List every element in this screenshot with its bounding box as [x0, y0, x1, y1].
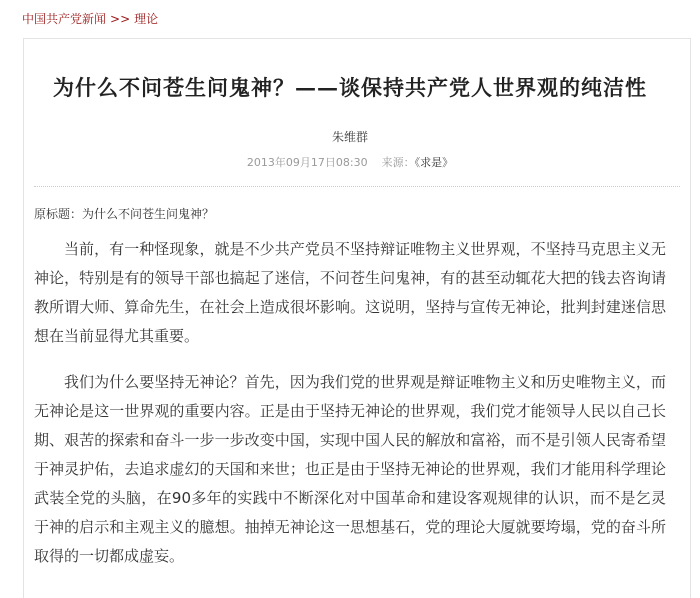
article-author: 朱维群 — [331, 130, 368, 144]
article-title: 为什么不问苍生问鬼神？——谈保持共产党人世界观的纯洁性 — [53, 75, 647, 100]
article-meta — [0, 154, 700, 170]
breadcrumb-section-link[interactable]: 理论 — [134, 12, 159, 26]
breadcrumb — [22, 10, 158, 27]
breadcrumb-home-link[interactable]: 中国共产党新闻 — [22, 12, 107, 26]
original-title: 原标题：为什么不问苍生问鬼神？ — [34, 207, 215, 221]
source-label: 来源： — [381, 156, 415, 169]
article-paragraph-1: 当前，有一种怪现象，就是不少共产党员不坚持辩证唯物主义世界观，不坚持马克思主义无神论，特别是有的领导干部也搞起了迷信，不问苍生问鬼神，有的甚至动辄花大把的钱去咨询请教所谓大师、算命先生，在社会上造成很坏影响。这说明，坚持与宣传无神论，批判封建迷信思想在当前显得尤其重要。 — [34, 240, 666, 345]
article-source: 《求是》 — [414, 156, 454, 169]
article-paragraph-2: 我们为什么要坚持无神论？首先，因为我们党的世界观是辩证唯物主义和历史唯物主义，而无神论是这一世界观的重要内容。正是由于坚持无神论的世界观，我们党才能领导人民以自己长期、艰苦的探索和奋斗一步一步改变中国，实现中国人民的解放和富裕，而不是引领人民寄希望于神灵护佑，去追求虚幻的天国和来世；也正是由于坚持无神论的世界观，我们才能用科学理论武装全党的头脑，在90多年的实践中不断深化对中国革命和建设客观规律的认识，而不是乞灵于神的启示和主观主义的臆想。抽掉无神论这一思想基石，党的理论大厦就要垮塌，党的奋斗所取得的一切都成虚妄。 — [34, 373, 666, 565]
meta-divider — [34, 186, 680, 187]
breadcrumb-separator: >> — [110, 12, 131, 26]
article-date: 2013年09月17日08:30 — [246, 156, 368, 169]
